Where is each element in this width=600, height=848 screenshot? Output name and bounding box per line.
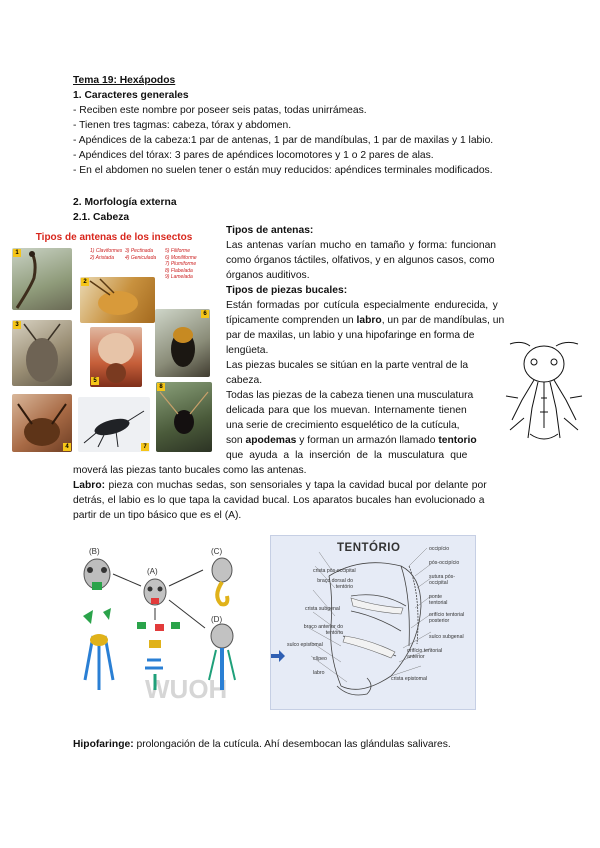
tentorio-label: orifício tentorial posterior [429, 612, 465, 624]
legend-col-2 [165, 248, 197, 281]
tentorio-term: tentorio [438, 435, 477, 446]
legend-item: 8) Flabelada [165, 267, 193, 274]
label-B: (B) [89, 547, 100, 556]
legend-item: 2) Aristada [90, 254, 114, 261]
antennas-line-2: como órganos táctiles, olfativos, y en algunos casos, como [226, 255, 495, 266]
section1-heading: 1. Caracteres generales [73, 90, 189, 101]
mouthparts-evolution-figure [75, 540, 260, 710]
mouthparts-line-10-mid: y forman un armazón llamado [296, 435, 439, 446]
hypopharynx-text: prolongación de la cutícula. Ahí desembocan las glándulas salivares. [133, 739, 451, 750]
mouthparts-line-2-post: , un par de mandíbulas, un [381, 315, 505, 326]
mouthparts-line-9: una serie de crecimiento esquelético de la cutícula, [226, 420, 460, 431]
photo-number-4: 4 [63, 443, 71, 451]
antenna-photo-1 [12, 248, 72, 310]
tentorio-label: crista epistomal [391, 676, 428, 682]
mouthparts-line-7: Todas las piezas de la cabeza tienen una musculatura [226, 390, 474, 401]
photo-number-7: 7 [141, 443, 149, 451]
antenna-photo-7 [78, 397, 150, 452]
mouthparts-line-5: Las piezas bucales se sitúan en la parte ventral de la [226, 360, 469, 371]
antennas-line-1: Las antenas varían mucho en tamaño y forma: funcionan [226, 240, 497, 251]
bullet-5: - En el abdomen no suelen tener o están muy reducidos: apéndices terminales modificados. [73, 165, 493, 176]
labro-line-2: detrás, el labio es lo que tapa la cavidad bucal. Los aparatos bucales han evolucionado a [73, 495, 485, 506]
antenna-photo-8 [156, 382, 212, 452]
tentorio-label: braço anterior do tentório [303, 624, 343, 636]
legend-col-1b [125, 248, 156, 261]
bullet-3: - Apéndices de la cabeza:1 par de antenas, 1 par de mandíbulas, 1 par de maxilas y 1 labio. [73, 135, 494, 146]
photo-number-6: 6 [201, 310, 209, 318]
labro-label: Labro: [73, 480, 106, 491]
figure-watermark: WUOH [145, 674, 228, 704]
legend-item: 4) Geniculada [125, 254, 157, 261]
legend-item: 9) Lamelada [165, 274, 193, 280]
mouthparts-line-10-pre: son [226, 435, 246, 446]
antennas-heading: Tipos de antenas: [226, 225, 314, 236]
tentorio-label: sutura pós-occipital [429, 574, 455, 586]
legend-item: 1) Claviformes [90, 248, 123, 254]
bullet-2: - Tienen tres tagmas: cabeza, tórax y abdomen. [73, 120, 292, 131]
photo-number-2: 2 [81, 278, 89, 286]
section2-subheading: 2.1. Cabeza [73, 212, 130, 223]
labro-line-1-text: pieza con muchas sedas, son sensoriales y tapa la cavidad bucal por delante por [105, 480, 487, 491]
labro-line-3: partir de un tipo básico que es el (A). [73, 510, 242, 521]
insect-head-drawing [500, 338, 588, 450]
mouthparts-line-2 [226, 313, 504, 328]
legend-item: 5) Filiforme [165, 248, 191, 254]
mouthparts-line-4: lengüeta. [226, 345, 269, 356]
tentorio-label: crista subgenal [305, 606, 340, 612]
mouthparts-line-6: cabeza. [226, 375, 263, 386]
tentorio-label: clípeo [313, 656, 327, 662]
mouthparts-line-11: que ayuda a la inserción de la musculatura que [226, 450, 468, 461]
antenna-figure-title: Tipos de antenas de los insectos [35, 232, 193, 243]
tentorio-title: TENTÓRIO [337, 542, 401, 554]
mouthparts-heading: Tipos de piezas bucales: [226, 285, 348, 296]
hypopharynx-line [73, 737, 451, 752]
legend-item: 7) Plumiforme [165, 261, 197, 267]
antenna-photo-3 [12, 320, 72, 386]
mouthparts-line-2-pre: típicamente comprenden un [226, 315, 357, 326]
antenna-photo-2 [80, 277, 155, 323]
tentorio-label: sulco subgenal [429, 634, 464, 640]
labro-term: labro [356, 315, 382, 326]
hypopharynx-term: Hipofaringe: [73, 739, 134, 750]
labro-line-1 [73, 478, 487, 493]
topic-title: Tema 19: Hexápodos [73, 75, 176, 86]
mouthparts-line-10 [226, 433, 477, 448]
photo-number-5: 5 [91, 377, 99, 385]
mouthparts-line-3: par de maxilas, un labio y una hipofaringe en forma de [226, 330, 475, 341]
bullet-1: - Reciben este nombre por poseer seis patas, todas unirrámeas. [73, 105, 367, 116]
legend-col-1 [90, 248, 122, 261]
tentorio-label: crista pós-occipital [313, 568, 356, 574]
mouthparts-line-12: moverá las piezas tanto bucales como las antenas. [73, 465, 307, 476]
tentorio-diagram [270, 535, 476, 710]
antennas-line-3: órganos auditivos. [226, 270, 310, 281]
tentorio-label: labro [313, 670, 325, 676]
tentorio-label: braço dorsal do tentório [317, 578, 353, 590]
tentorio-label: sulco epistomal [287, 642, 323, 648]
antenna-photo-6 [155, 309, 210, 377]
tentorio-label: orifício tentorial anterior [407, 648, 443, 660]
photo-number-8: 8 [157, 383, 165, 391]
photo-number-3: 3 [13, 321, 21, 329]
tentorio-label: ponte tentorial [429, 594, 448, 606]
apodemas-term: apodemas [245, 435, 297, 446]
section2-heading: 2. Morfología externa [73, 197, 177, 208]
label-D: (D) [211, 615, 223, 624]
tentorio-label: pós-occipício [429, 560, 460, 566]
mouthparts-line-1: Están formadas por cutícula especialmente endurecida, y [226, 300, 498, 311]
mouthparts-line-8: delicada para que los muevan. Internamente tienen [226, 405, 467, 416]
label-C: (C) [211, 547, 223, 556]
legend-item: 6) Moniliforme [165, 254, 197, 261]
antenna-types-figure [10, 232, 218, 454]
photo-number-1: 1 [13, 249, 21, 257]
tentorio-label: occipício [429, 546, 450, 552]
bullet-4: - Apéndices del tórax: 3 pares de apéndices locomotores y 1 o 2 pares de alas. [73, 150, 434, 161]
legend-item: 3) Pectinada [125, 248, 154, 254]
label-A: (A) [147, 567, 158, 576]
